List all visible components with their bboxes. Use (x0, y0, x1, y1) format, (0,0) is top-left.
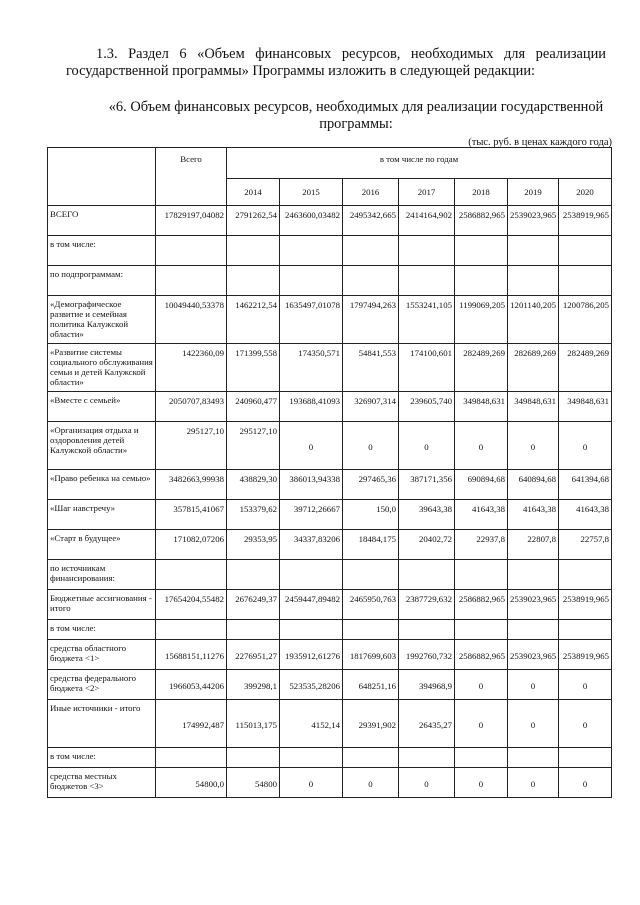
table-cell (455, 620, 508, 640)
header-year: 2015 (280, 179, 343, 206)
table-cell (399, 620, 455, 640)
table-cell: 10049440,53378 (156, 296, 227, 344)
row-label: средства федерального бюджета <2> (48, 670, 156, 700)
table-cell: 54800,0 (156, 768, 227, 798)
table-cell: 29353,95 (227, 530, 280, 560)
table-cell: 0 (343, 768, 399, 798)
table-row (48, 620, 612, 640)
header-year: 2018 (455, 179, 508, 206)
table-row (48, 590, 612, 620)
table-body (48, 206, 612, 798)
table-cell: 153379,62 (227, 500, 280, 530)
table-cell: 34337,83206 (280, 530, 343, 560)
table-cell: 282489,269 (455, 344, 508, 392)
row-label: «Организация отдыха и оздоровления детей Калужской области» (48, 422, 156, 470)
table-cell (508, 236, 559, 266)
row-label: Иные источники - итого (48, 700, 156, 748)
table-cell (156, 266, 227, 296)
table-cell (227, 748, 280, 768)
table-cell: 115013,175 (227, 700, 280, 748)
table-cell: 349848,631 (455, 392, 508, 422)
header-year: 2017 (399, 179, 455, 206)
table-cell: 17654204,55482 (156, 590, 227, 620)
table-cell (227, 236, 280, 266)
table-cell: 1199069,205 (455, 296, 508, 344)
row-label: «Вместе с семьей» (48, 392, 156, 422)
row-label: «Демографическое развитие и семейная политика Калужской области» (48, 296, 156, 344)
table-cell: 39643,38 (399, 500, 455, 530)
table-cell: 523535,28206 (280, 670, 343, 700)
table-cell (280, 236, 343, 266)
table-cell: 41643,38 (455, 500, 508, 530)
table-cell: 2538919,965 (559, 206, 612, 236)
table-cell: 1935912,61276 (280, 640, 343, 670)
row-label: Бюджетные ассигнования - итого (48, 590, 156, 620)
table-cell (156, 748, 227, 768)
table-cell: 349848,631 (559, 392, 612, 422)
table-cell (343, 236, 399, 266)
table-cell (559, 748, 612, 768)
header-year: 2014 (227, 179, 280, 206)
table-cell: 2465950,763 (343, 590, 399, 620)
table-cell: 297465,36 (343, 470, 399, 500)
table-cell: 2459447,89482 (280, 590, 343, 620)
table-cell: 2276951,27 (227, 640, 280, 670)
table-cell (559, 620, 612, 640)
table-cell (227, 266, 280, 296)
row-label: «Шаг навстречу» (48, 500, 156, 530)
header-year: 2020 (559, 179, 612, 206)
table-cell: 282689,269 (508, 344, 559, 392)
table-cell: 2539023,965 (508, 590, 559, 620)
table-cell: 2538919,965 (559, 640, 612, 670)
table-cell: 0 (455, 768, 508, 798)
table-cell: 0 (508, 700, 559, 748)
table-cell: 438829,30 (227, 470, 280, 500)
table-cell: 0 (455, 422, 508, 470)
table-cell: 22807,8 (508, 530, 559, 560)
table-cell: 17829197,04082 (156, 206, 227, 236)
table-cell: 326907,314 (343, 392, 399, 422)
table-cell: 2463600,03482 (280, 206, 343, 236)
table-cell: 0 (559, 768, 612, 798)
table-cell: 295127,10 (156, 422, 227, 470)
table-cell (508, 748, 559, 768)
table-cell: 0 (343, 422, 399, 470)
table-cell: 0 (455, 700, 508, 748)
table-cell: 690894,68 (455, 470, 508, 500)
table-cell: 54841,553 (343, 344, 399, 392)
table-row (48, 500, 612, 530)
table-cell: 648251,16 (343, 670, 399, 700)
table-cell: 0 (399, 422, 455, 470)
table-cell: 41643,38 (559, 500, 612, 530)
table-cell: 239605,740 (399, 392, 455, 422)
units-note: (тыс. руб. в ценах каждого года) (468, 137, 612, 148)
section-title: «6. Объем финансовых ресурсов, необходимых для реализации государственной программы: (108, 99, 604, 132)
table-cell: 2586882,965 (455, 590, 508, 620)
table-cell (156, 620, 227, 640)
table-cell (508, 266, 559, 296)
table-cell: 18484,175 (343, 530, 399, 560)
row-label: ВСЕГО (48, 206, 156, 236)
row-label: по источникам финансирования: (48, 560, 156, 590)
row-label: «Старт в будущее» (48, 530, 156, 560)
row-label: средства местных бюджетов <3> (48, 768, 156, 798)
table-cell: 22757,8 (559, 530, 612, 560)
table-row (48, 670, 612, 700)
table-cell (399, 266, 455, 296)
table-cell: 0 (280, 768, 343, 798)
table-cell: 2050707,83493 (156, 392, 227, 422)
table-cell (280, 560, 343, 590)
table-cell: 2791262,54 (227, 206, 280, 236)
table-cell: 295127,10 (227, 422, 280, 470)
table-cell: 174100,601 (399, 344, 455, 392)
table-cell: 240960,477 (227, 392, 280, 422)
header-total: Всего (156, 148, 227, 206)
table-cell: 1422360,09 (156, 344, 227, 392)
table-row (48, 700, 612, 748)
row-label: в том числе: (48, 236, 156, 266)
table-cell: 357815,41067 (156, 500, 227, 530)
row-label: в том числе: (48, 748, 156, 768)
table-cell: 1462212,54 (227, 296, 280, 344)
table-cell (455, 748, 508, 768)
table-row (48, 768, 612, 798)
table-cell: 54800 (227, 768, 280, 798)
table-row (48, 560, 612, 590)
table-cell: 174992,487 (156, 700, 227, 748)
table-cell: 282489,269 (559, 344, 612, 392)
table-cell: 2586882,965 (455, 640, 508, 670)
table-row (48, 206, 612, 236)
table-cell: 193688,41093 (280, 392, 343, 422)
table-cell: 0 (559, 700, 612, 748)
table-cell: 640894,68 (508, 470, 559, 500)
table-row (48, 344, 612, 392)
table-cell: 0 (508, 422, 559, 470)
table-cell: 29391,902 (343, 700, 399, 748)
table-cell (399, 560, 455, 590)
table-cell: 39712,26667 (280, 500, 343, 530)
table-cell: 174350,571 (280, 344, 343, 392)
table-cell (455, 560, 508, 590)
table-cell: 150,0 (343, 500, 399, 530)
row-label: по подпрограммам: (48, 266, 156, 296)
table-cell: 2539023,965 (508, 206, 559, 236)
table-cell (343, 560, 399, 590)
table-cell (399, 236, 455, 266)
table-cell: 1992760,732 (399, 640, 455, 670)
table-cell (156, 236, 227, 266)
table-cell: 41643,38 (508, 500, 559, 530)
header-year: 2016 (343, 179, 399, 206)
table-cell: 2676249,37 (227, 590, 280, 620)
table-cell: 171399,558 (227, 344, 280, 392)
header-empty (48, 148, 156, 206)
table-cell: 349848,631 (508, 392, 559, 422)
table-cell: 2539023,965 (508, 640, 559, 670)
table-cell (399, 748, 455, 768)
table-cell: 1635497,01078 (280, 296, 343, 344)
table-cell: 1966053,44206 (156, 670, 227, 700)
table-cell: 387171,356 (399, 470, 455, 500)
table-cell (227, 560, 280, 590)
table-cell (455, 236, 508, 266)
table-row (48, 640, 612, 670)
table-cell: 3482663,99938 (156, 470, 227, 500)
table-cell: 1553241,105 (399, 296, 455, 344)
table-cell (559, 266, 612, 296)
table-row (48, 470, 612, 500)
table-cell: 1200786,205 (559, 296, 612, 344)
table-cell: 0 (455, 670, 508, 700)
table-cell (280, 266, 343, 296)
table-cell: 20402,72 (399, 530, 455, 560)
header-years-group: в том числе по годам (227, 148, 612, 179)
table-cell: 641394,68 (559, 470, 612, 500)
table-row (48, 296, 612, 344)
table-cell (227, 620, 280, 640)
table-cell (508, 560, 559, 590)
table-cell: 2495342,665 (343, 206, 399, 236)
table-cell: 26435,27 (399, 700, 455, 748)
table-cell: 0 (559, 422, 612, 470)
table-row (48, 530, 612, 560)
table-cell (280, 748, 343, 768)
table-cell: 2387729,632 (399, 590, 455, 620)
table-cell: 15688151,11276 (156, 640, 227, 670)
table-row (48, 748, 612, 768)
table-cell: 2586882,965 (455, 206, 508, 236)
table-cell: 4152,14 (280, 700, 343, 748)
row-label: «Развитие системы социального обслуживания семьи и детей Калужской области» (48, 344, 156, 392)
table-row (48, 236, 612, 266)
table-cell: 171082,07206 (156, 530, 227, 560)
table-cell: 0 (559, 670, 612, 700)
table-cell (559, 560, 612, 590)
table-cell (343, 748, 399, 768)
header-year: 2019 (508, 179, 559, 206)
table-cell (156, 560, 227, 590)
table-cell: 1797494,263 (343, 296, 399, 344)
table-row (48, 422, 612, 470)
table-row (48, 266, 612, 296)
table-cell: 2538919,965 (559, 590, 612, 620)
table-row (48, 392, 612, 422)
table-cell: 399298,1 (227, 670, 280, 700)
row-label: в том числе: (48, 620, 156, 640)
table-cell (508, 620, 559, 640)
table-cell: 0 (508, 768, 559, 798)
financial-resources-table (47, 147, 612, 798)
table-cell: 1201140,205 (508, 296, 559, 344)
row-label: «Право ребенка на семью» (48, 470, 156, 500)
table-cell (343, 620, 399, 640)
table-cell (455, 266, 508, 296)
table-cell: 22937,8 (455, 530, 508, 560)
table-cell: 2414164,902 (399, 206, 455, 236)
table-cell (343, 266, 399, 296)
table-cell: 0 (280, 422, 343, 470)
table-cell (559, 236, 612, 266)
table-cell (280, 620, 343, 640)
table-cell: 1817699,603 (343, 640, 399, 670)
intro-paragraph: 1.3. Раздел 6 «Объем финансовых ресурсов, необходимых для реализации государственной программы» Программы изложить в следующей редакции: (66, 46, 606, 79)
row-label: средства областного бюджета <1> (48, 640, 156, 670)
table-cell: 386013,94338 (280, 470, 343, 500)
table-cell: 394968,9 (399, 670, 455, 700)
table-cell: 0 (399, 768, 455, 798)
table-cell: 0 (508, 670, 559, 700)
